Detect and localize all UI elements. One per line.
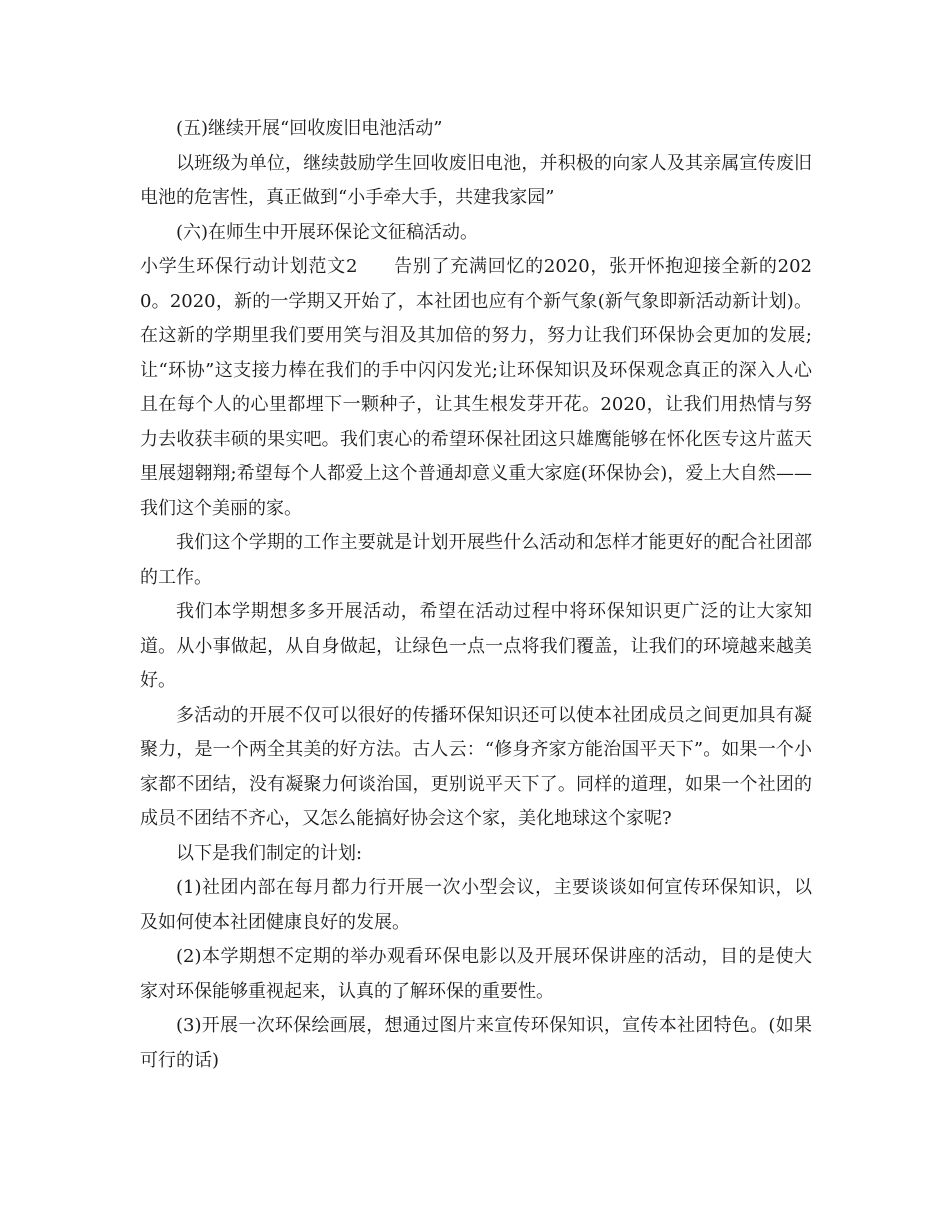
paragraph-item-5-heading: (五)继续开展“回收废旧电池活动”: [176, 118, 443, 139]
paragraph-section-intro: [140, 250, 812, 526]
section-intro-text: 告别了充满回忆的2020，张开怀抱迎接全新的2020。2020，新的一学期又开始了，本社团也应有个新气象(新气象即新活动新计划)。在这新的学期里我们要用笑与泪及其加倍的努力，努力让我们环保协会更加的发展;让“环协”这支接力棒在我们的手中闪闪发光;让环保知识及环保观念真正的深入人心且在每个人的心里都埋下一颗种子，让其生根发芽开花。2020，让我们用热情与努力去收获丰硕的果实吧。我们衷心的希望环保社团这只雄鹰能够在怀化医专这片蓝天里展翅翱翔;希望每个人都爱上这个普通却意义重大家庭(环保协会)，爱上大自然——我们这个美丽的家。: [140, 256, 812, 519]
paragraph-plan-intro: 以下是我们制定的计划:: [176, 842, 363, 864]
paragraph-plan-1: (1)社团内部在每月都力行开展一次小型会议，主要谈谈如何宣传环保知识，以及如何使本社团健康良好的发展。: [140, 877, 812, 933]
paragraph-item-6-heading: (六)在师生中开展环保论文征稿活动。: [176, 221, 479, 243]
paragraph-plan-2: (2)本学期想不定期的举办观看环保电影以及开展环保讲座的活动，目的是使大家对环保能够重视起来，认真的了解环保的重要性。: [140, 946, 812, 1002]
paragraph-more-activities: 我们本学期想多多开展活动，希望在活动过程中将环保知识更广泛的让大家知道。从小事做起，从自身做起，让绿色一点一点将我们覆盖，让我们的环境越来越美好。: [140, 601, 812, 691]
paragraph-plan-3: (3)开展一次环保绘画展，想通过图片来宣传环保知识，宣传本社团特色。(如果可行的话): [140, 1015, 812, 1071]
paragraph-work-focus: 我们这个学期的工作主要就是计划开展些什么活动和怎样才能更好的配合社团部的工作。: [140, 532, 812, 588]
section-heading: 小学生环保行动计划范文2: [140, 256, 358, 277]
paragraph-cohesion: 多活动的开展不仅可以很好的传播环保知识还可以使本社团成员之间更加具有凝聚力，是一个两全其美的好方法。古人云：“修身齐家方能治国平天下”。如果一个小家都不团结，没有凝聚力何谈治国，更别说平天下了。同样的道理，如果一个社团的成员不团结不齐心，又怎么能搞好协会这个家，美化地球这个家呢?: [140, 704, 812, 829]
document-page: [140, 112, 812, 1078]
paragraph-battery-recycling: 以班级为单位，继续鼓励学生回收废旧电池，并积极的向家人及其亲属宣传废旧电池的危害性，真正做到“小手牵大手，共建我家园”: [140, 152, 812, 208]
